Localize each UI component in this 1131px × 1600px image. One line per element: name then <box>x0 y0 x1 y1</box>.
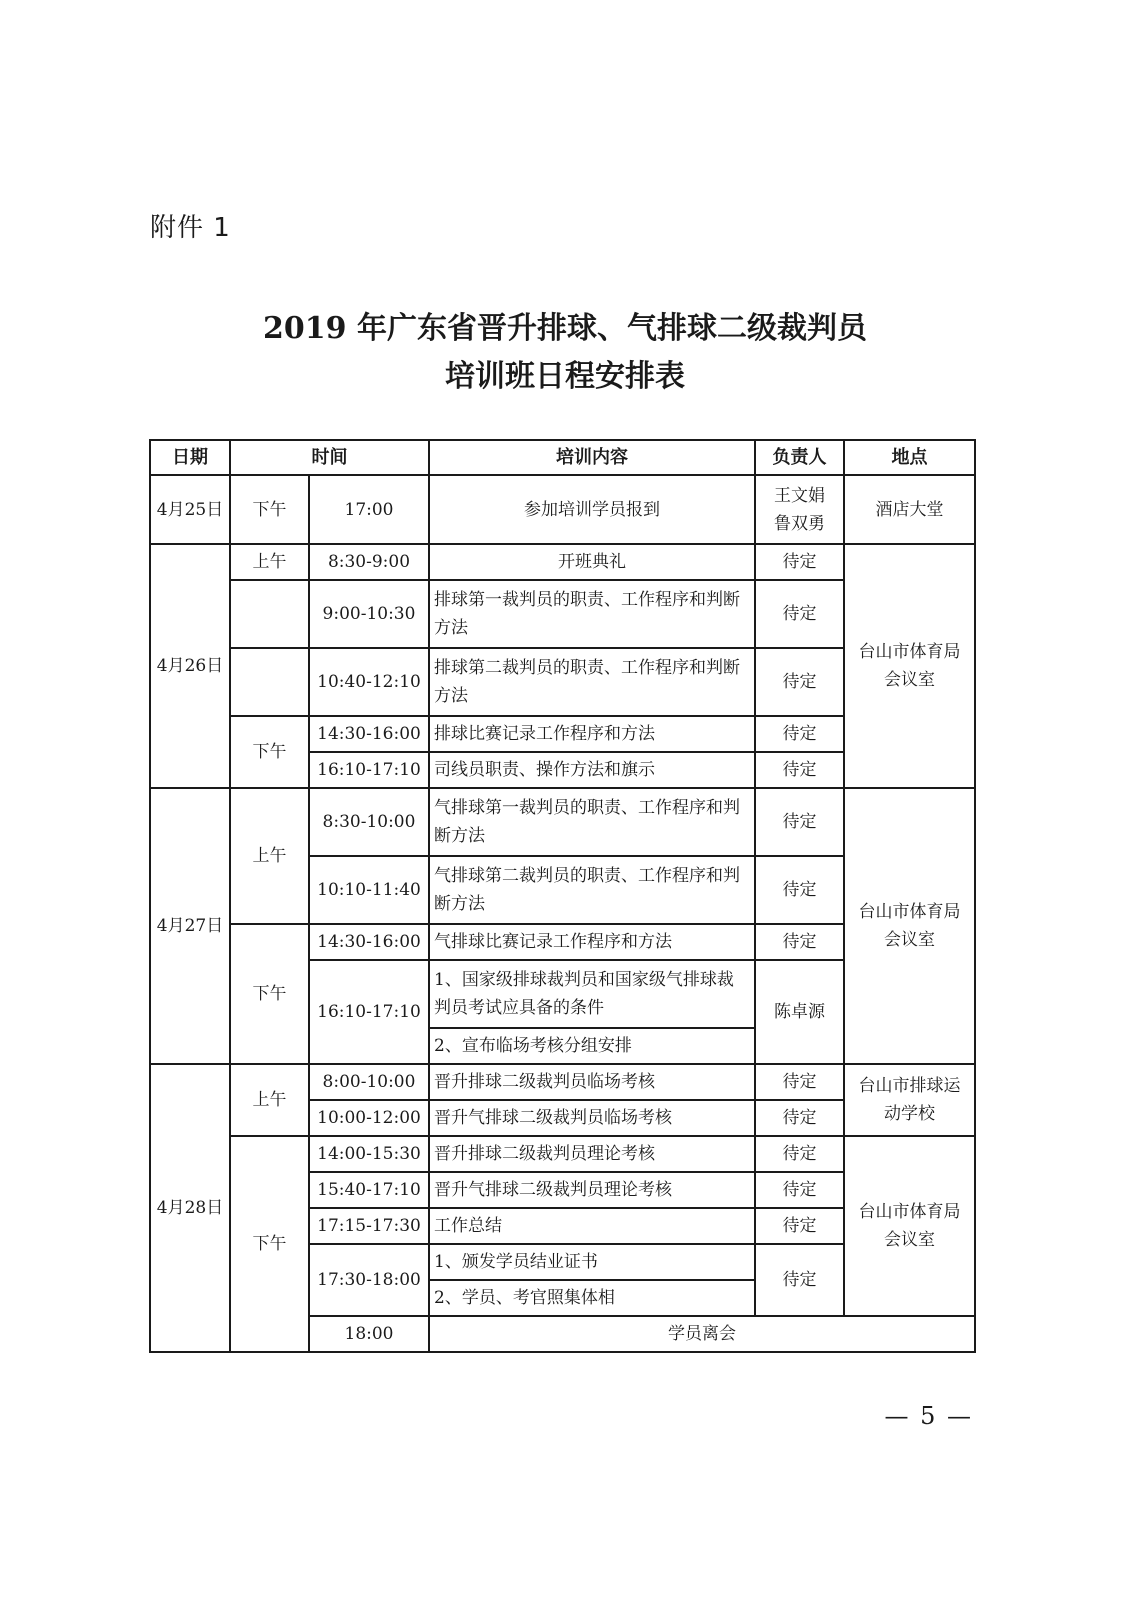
content-cell: 开班典礼 <box>429 544 755 580</box>
location-cell: 台山市体育局 会议室 <box>844 788 975 1064</box>
time-cell: 17:15-17:30 <box>309 1208 429 1244</box>
person-cell: 待定 <box>755 716 844 752</box>
period-cell: 下午 <box>230 716 309 788</box>
schedule-table <box>149 439 976 1353</box>
content-cell: 排球第二裁判员的职责、工作程序和判断方法 <box>429 648 755 716</box>
period-cell: 下午 <box>230 1136 309 1352</box>
person-cell: 待定 <box>755 856 844 924</box>
content-cell: 气排球第二裁判员的职责、工作程序和判断方法 <box>429 856 755 924</box>
person-cell: 待定 <box>755 1064 844 1100</box>
table-row <box>150 544 975 580</box>
page-number: — 5 — <box>884 1402 973 1430</box>
time-cell: 17:00 <box>309 475 429 544</box>
location-cell: 酒店大堂 <box>844 475 975 544</box>
content-cell: 司线员职责、操作方法和旗示 <box>429 752 755 788</box>
person-cell: 待定 <box>755 1208 844 1244</box>
person-cell: 待定 <box>755 648 844 716</box>
content-cell: 1、国家级排球裁判员和国家级气排球裁判员考试应具备的条件 <box>429 960 755 1028</box>
table-row <box>150 1064 975 1100</box>
header-location: 地点 <box>844 440 975 475</box>
period-cell: 上午 <box>230 788 309 924</box>
person-cell: 待定 <box>755 788 844 856</box>
time-cell: 10:40-12:10 <box>309 648 429 716</box>
attachment-label: 附件 1 <box>150 213 231 243</box>
person-cell: 待定 <box>755 1244 844 1316</box>
period-cell: 上午 <box>230 544 309 580</box>
person-cell: 王文娟 鲁双勇 <box>755 475 844 544</box>
location-cell: 台山市体育局 会议室 <box>844 544 975 788</box>
document-title: 2019 年广东省晋升排球、气排球二级裁判员 <box>263 311 867 346</box>
person-cell: 待定 <box>755 1136 844 1172</box>
time-cell: 8:30-10:00 <box>309 788 429 856</box>
date-cell: 4月27日 <box>150 788 230 1064</box>
period-cell: 下午 <box>230 924 309 1064</box>
time-cell: 18:00 <box>309 1316 429 1352</box>
content-cell: 学员离会 <box>429 1316 975 1352</box>
person-cell: 待定 <box>755 580 844 648</box>
content-cell: 晋升排球二级裁判员临场考核 <box>429 1064 755 1100</box>
content-cell: 1、颁发学员结业证书 <box>429 1244 755 1280</box>
time-cell: 16:10-17:10 <box>309 960 429 1064</box>
time-cell: 8:30-9:00 <box>309 544 429 580</box>
time-cell: 10:10-11:40 <box>309 856 429 924</box>
table-header-row <box>150 440 975 475</box>
content-cell: 晋升排球二级裁判员理论考核 <box>429 1136 755 1172</box>
content-cell: 晋升气排球二级裁判员临场考核 <box>429 1100 755 1136</box>
content-cell: 2、学员、考官照集体相 <box>429 1280 755 1316</box>
date-cell: 4月26日 <box>150 544 230 788</box>
time-cell: 10:00-12:00 <box>309 1100 429 1136</box>
person-cell: 待定 <box>755 544 844 580</box>
person-cell: 待定 <box>755 924 844 960</box>
period-cell: 下午 <box>230 475 309 544</box>
time-cell: 14:30-16:00 <box>309 716 429 752</box>
date-cell: 4月25日 <box>150 475 230 544</box>
person-cell: 待定 <box>755 752 844 788</box>
time-cell: 8:00-10:00 <box>309 1064 429 1100</box>
table-row <box>150 1136 975 1172</box>
time-cell: 14:00-15:30 <box>309 1136 429 1172</box>
date-cell: 4月28日 <box>150 1064 230 1352</box>
location-cell: 台山市体育局 会议室 <box>844 1136 975 1316</box>
person-cell: 陈卓源 <box>755 960 844 1064</box>
time-cell: 17:30-18:00 <box>309 1244 429 1316</box>
time-cell: 15:40-17:10 <box>309 1172 429 1208</box>
table-row <box>150 475 975 544</box>
content-cell: 气排球第一裁判员的职责、工作程序和判断方法 <box>429 788 755 856</box>
time-cell: 16:10-17:10 <box>309 752 429 788</box>
period-cell-empty <box>230 580 309 648</box>
time-cell: 14:30-16:00 <box>309 924 429 960</box>
header-date: 日期 <box>150 440 230 475</box>
content-cell: 参加培训学员报到 <box>429 475 755 544</box>
person-cell: 待定 <box>755 1100 844 1136</box>
period-cell-empty <box>230 648 309 716</box>
content-cell: 工作总结 <box>429 1208 755 1244</box>
content-cell: 2、宣布临场考核分组安排 <box>429 1028 755 1064</box>
time-cell: 9:00-10:30 <box>309 580 429 648</box>
content-cell: 排球第一裁判员的职责、工作程序和判断方法 <box>429 580 755 648</box>
content-cell: 气排球比赛记录工作程序和方法 <box>429 924 755 960</box>
document-subtitle: 培训班日程安排表 <box>445 359 685 394</box>
period-cell: 上午 <box>230 1064 309 1136</box>
header-time: 时间 <box>230 440 429 475</box>
person-cell: 待定 <box>755 1172 844 1208</box>
header-person: 负责人 <box>755 440 844 475</box>
table-row <box>150 788 975 856</box>
location-cell: 台山市排球运 动学校 <box>844 1064 975 1136</box>
header-content: 培训内容 <box>429 440 755 475</box>
content-cell: 排球比赛记录工作程序和方法 <box>429 716 755 752</box>
content-cell: 晋升气排球二级裁判员理论考核 <box>429 1172 755 1208</box>
